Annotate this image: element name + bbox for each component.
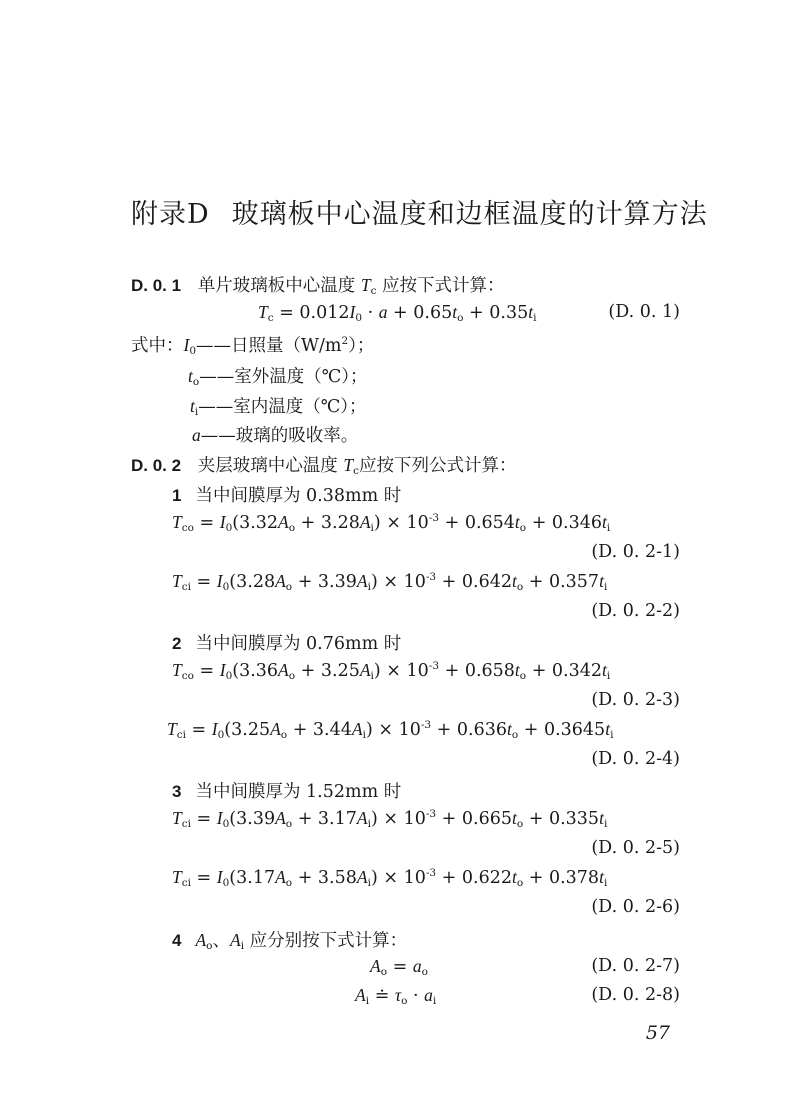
formula-d02-6: $T_{ci} = I_0(3.17A_o + 3.58A_i) \times 10^{-3} + 0.622t_o + 0.378t_i$: [172, 867, 608, 889]
clause-text: 夹层玻璃中心温度 $T_c$应按下列公式计算：: [197, 455, 517, 477]
equation-number: (D. 0. 2-3): [591, 690, 680, 710]
clause-text: 单片玻璃板中心温度 $T_c$ 应按下式计算：: [197, 275, 505, 297]
definition-a: a——玻璃的吸收率。: [192, 425, 359, 446]
equation-number: (D. 0. 2-8): [591, 985, 680, 1005]
where-label: 式中：: [131, 336, 184, 356]
equation-number: (D. 0. 2-7): [591, 956, 680, 976]
definition-ti: $t_i——$室内温度（℃）；: [190, 396, 367, 418]
clause-number: D. 0. 2: [131, 456, 182, 475]
clause-number: D. 0. 1: [131, 276, 182, 295]
equation-number: (D. 0. 2-5): [591, 838, 680, 858]
equation-number: (D. 0. 1): [608, 302, 680, 322]
item-number: 2: [172, 634, 182, 653]
item-1-heading: [172, 482, 401, 507]
formula-d01: $T_c = 0.012I_0 \cdot a + 0.65t_o + 0.35t_i$: [258, 302, 537, 324]
equation-number: (D. 0. 2-4): [591, 749, 680, 769]
definition-to: $t_o——$室外温度（℃）；: [188, 366, 368, 388]
formula-d02-3: $T_{co} = I_0(3.36A_o + 3.25A_i) \times 10^{-3} + 0.658t_o + 0.342t_i$: [172, 660, 611, 682]
item-text: 当中间膜厚为 1.52mm 时: [195, 782, 402, 802]
formula-d02-7: $A_o = a_o$: [370, 956, 428, 978]
item-3-heading: [172, 778, 401, 803]
formula-d02-4: $T_{ci} = I_0(3.25A_o + 3.44A_i) \times 10^{-3} + 0.636t_o + 0.3645t_i$: [167, 719, 614, 741]
clause-d01-intro: [131, 272, 505, 297]
formula-d02-2: $T_{ci} = I_0(3.28A_o + 3.39A_i) \times 10^{-3} + 0.642t_o + 0.357t_i$: [172, 571, 608, 593]
formula-d02-8: $A_i$ ≐ $\tau_o \cdot a_i$: [355, 985, 437, 1007]
appendix-title-text: 玻璃板中心温度和边框温度的计算方法: [231, 199, 708, 230]
formula-d02-1: $T_{co} = I_0(3.32A_o + 3.28A_i) \times 10^{-3} + 0.654t_o + 0.346t_i$: [172, 512, 611, 534]
item-4-heading: [172, 927, 407, 952]
page-number: 57: [645, 1022, 670, 1044]
definition-i0: 式中：$I_0——$日照量$(W/m^2)$；: [131, 335, 375, 357]
item-number: 4: [172, 931, 182, 950]
clause-d02-intro: [131, 452, 516, 477]
item-text: 当中间膜厚为 0.38mm 时: [195, 486, 402, 506]
formula-d02-5: $T_{ci} = I_0(3.39A_o + 3.17A_i) \times 10^{-3} + 0.665t_o + 0.335t_i$: [172, 808, 608, 830]
appendix-label: 附录D: [131, 199, 210, 230]
equation-number: (D. 0. 2-2): [591, 601, 680, 621]
item-text: 当中间膜厚为 0.76mm 时: [195, 634, 402, 654]
item-number: 3: [172, 782, 182, 801]
equation-number: (D. 0. 2-1): [591, 542, 680, 562]
item-text: $A_o$、$A_i$ 应分别按下式计算：: [195, 930, 408, 952]
item-2-heading: [172, 630, 401, 655]
item-number: 1: [172, 486, 182, 505]
equation-number: (D. 0. 2-6): [591, 897, 680, 917]
appendix-title: [131, 192, 708, 231]
